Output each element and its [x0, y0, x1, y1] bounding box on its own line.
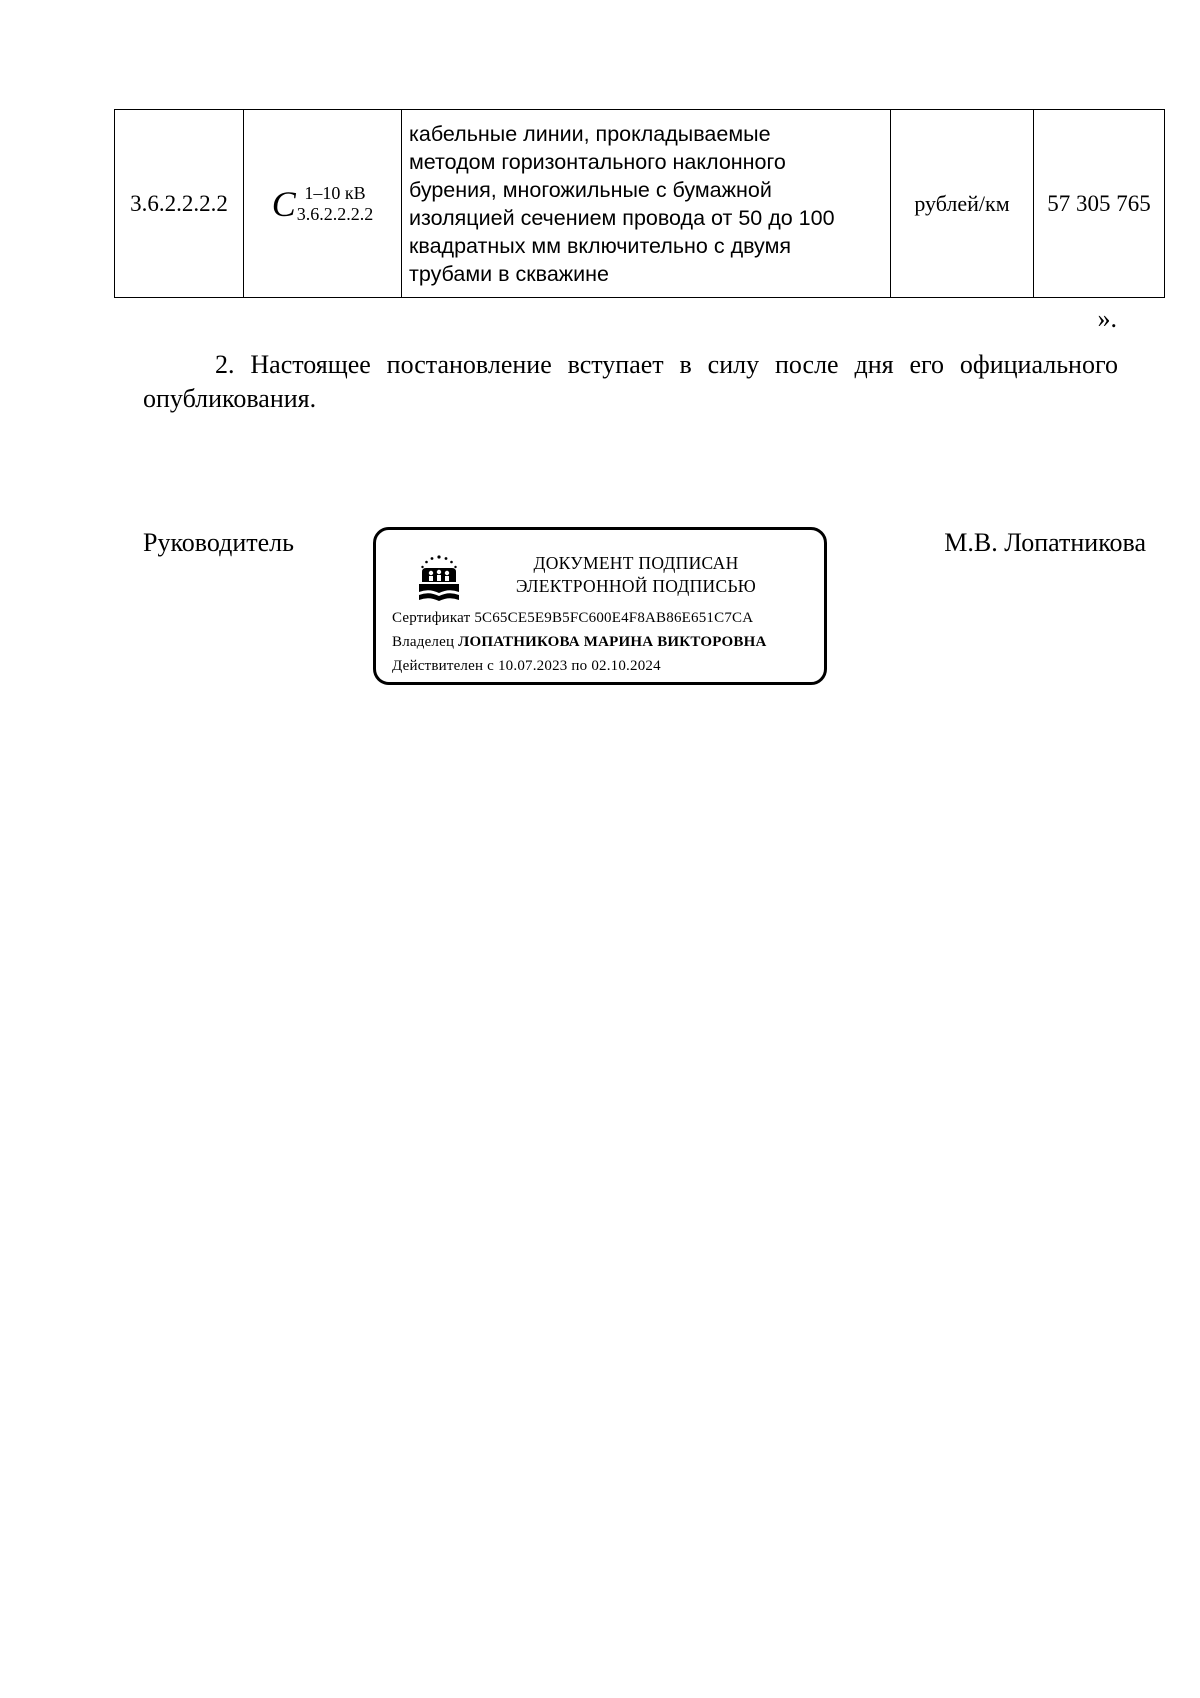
- coat-of-arms-icon: [416, 552, 462, 604]
- signatory-name: М.В. Лопатникова: [944, 528, 1146, 557]
- description-line: кабельные линии, прокладываемые: [409, 121, 771, 146]
- owner-value: ЛОПАТНИКОВА МАРИНА ВИКТОРОВНА: [458, 634, 767, 650]
- description-line: квадратных мм включительно с двумя: [409, 233, 791, 258]
- valid-mid: по: [571, 658, 588, 674]
- electronic-signature-stamp: [373, 527, 827, 685]
- stamp-certificate: [392, 610, 753, 627]
- rate-symbol: [244, 110, 402, 298]
- rate-unit: рублей/км: [891, 110, 1034, 298]
- tariff-table: [114, 109, 1165, 298]
- stamp-title-line: ДОКУМЕНТ ПОДПИСАН: [533, 553, 739, 573]
- stamp-title: [471, 552, 801, 598]
- owner-label: Владелец: [392, 634, 455, 650]
- stamp-validity: [392, 658, 661, 675]
- certificate-value: 5C65CE5E9B5FC600E4F8AB86E651C7CA: [474, 610, 754, 626]
- description-line: методом горизонтального наклонного: [409, 149, 786, 174]
- symbol-subscript: 3.6.2.2.2.2: [296, 203, 374, 224]
- valid-from: 10.07.2023: [497, 658, 568, 674]
- stamp-title-line: ЭЛЕКТРОННОЙ ПОДПИСЬЮ: [515, 576, 757, 596]
- rate-value: 57 305 765: [1034, 110, 1165, 298]
- stamp-owner: [392, 634, 767, 651]
- resolution-paragraph: 2. Настоящее постановление вступает в силу после дня его официального опубликования.: [143, 350, 1118, 413]
- valid-label: Действителен с: [392, 658, 495, 674]
- valid-to: 02.10.2024: [591, 658, 661, 674]
- symbol-superscript: 1–10 кВ: [304, 182, 366, 203]
- description-line: трубами в скважине: [409, 261, 610, 286]
- description-line: бурения, многожильные с бумажной: [409, 177, 772, 202]
- rate-code: 3.6.2.2.2.2: [115, 110, 244, 298]
- signatory-role: Руководитель: [143, 528, 294, 557]
- rate-description: [402, 110, 891, 298]
- closing-quote: ».: [1097, 304, 1117, 333]
- certificate-label: Сертификат: [392, 610, 471, 626]
- symbol-main: C: [271, 183, 296, 224]
- description-line: изоляцией сечением провода от 50 до 100: [409, 205, 835, 230]
- table-row: [115, 110, 1165, 298]
